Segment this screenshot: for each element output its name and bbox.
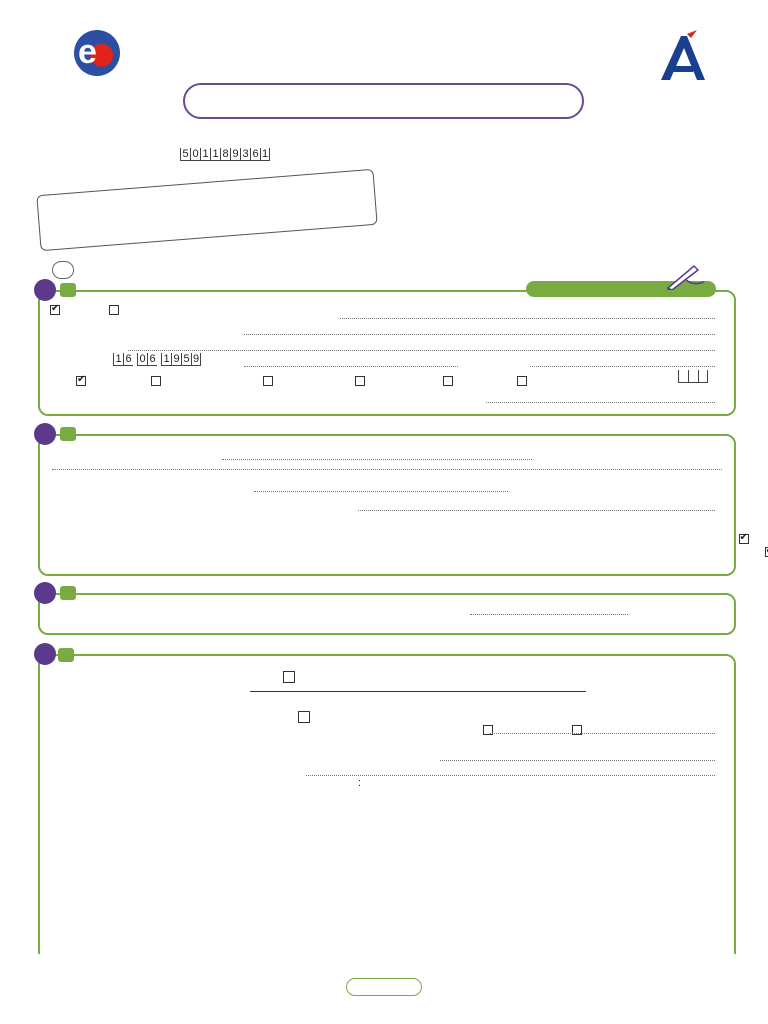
section-adresse <box>38 434 736 576</box>
digit-box[interactable]: 9 <box>171 353 181 366</box>
pacs-checkbox[interactable] <box>151 376 161 386</box>
digit-box[interactable]: 5 <box>180 148 190 161</box>
separe-checkbox[interactable] <box>517 376 527 386</box>
section-situation <box>38 654 736 954</box>
digit-box[interactable]: 6 <box>123 353 133 366</box>
m-checkbox[interactable] <box>50 305 60 315</box>
digit-box[interactable]: 1 <box>261 148 269 160</box>
section-number <box>34 279 56 301</box>
digit-box[interactable]: 1 <box>161 353 171 366</box>
inscription-note <box>36 169 377 251</box>
celibataire-checkbox[interactable] <box>355 376 365 386</box>
digit-box[interactable]: 1 <box>210 148 220 161</box>
emploi-field[interactable] <box>490 733 715 734</box>
digit-box[interactable]: 0 <box>137 353 147 366</box>
q2-oui-checkbox[interactable] <box>765 547 768 557</box>
marie-checkbox[interactable] <box>76 376 86 386</box>
section-fiscale <box>38 593 736 635</box>
concubin-checkbox[interactable] <box>263 376 273 386</box>
page-number <box>346 978 422 996</box>
digit-box[interactable]: 1 <box>113 353 123 366</box>
dob-boxes[interactable] <box>113 353 201 366</box>
section-title <box>60 283 76 297</box>
enfants-boxes[interactable] <box>678 370 708 383</box>
digit-box[interactable]: 6 <box>250 148 260 161</box>
digit-box[interactable]: 8 <box>220 148 230 161</box>
activite-checkbox[interactable] <box>298 711 310 723</box>
document-title-frame <box>183 83 584 119</box>
digit-box[interactable]: 6 <box>147 353 157 366</box>
digit-box[interactable]: 9 <box>192 353 200 365</box>
digit-box[interactable]: 1 <box>200 148 210 161</box>
digit-box[interactable]: 0 <box>190 148 200 161</box>
unedic-logo <box>648 30 718 110</box>
pole-emploi-logo: e <box>48 28 158 108</box>
identifiant-boxes[interactable] <box>180 148 270 161</box>
digit-box[interactable]: 5 <box>181 353 191 366</box>
digit-box[interactable]: 3 <box>240 148 250 161</box>
prive-emploi-checkbox[interactable] <box>283 671 295 683</box>
nom-usage-field[interactable] <box>244 334 715 335</box>
pen-icon <box>664 262 704 292</box>
q1-oui-checkbox[interactable] <box>739 534 749 544</box>
veuf-checkbox[interactable] <box>443 376 453 386</box>
mme-checkbox[interactable] <box>109 305 119 315</box>
digit-box[interactable]: 9 <box>230 148 240 161</box>
mandatory-notice <box>52 261 74 279</box>
